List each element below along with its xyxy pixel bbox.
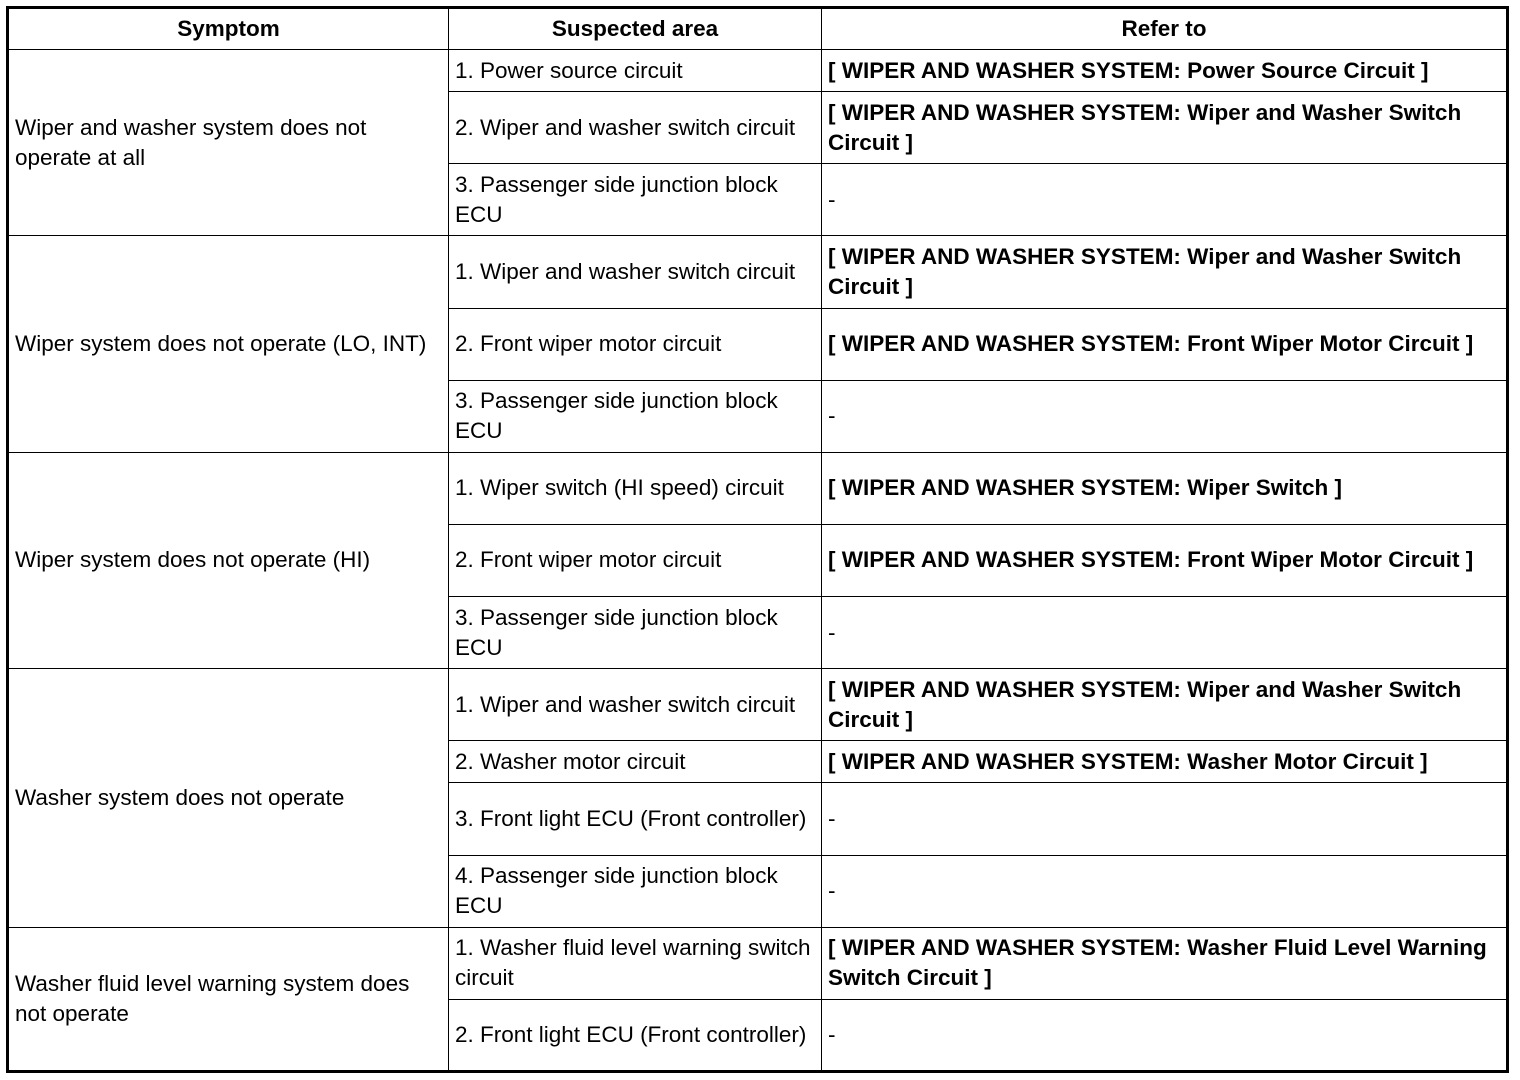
refer-to-cell: - <box>822 855 1508 927</box>
symptom-cell: Washer system does not operate <box>8 669 449 928</box>
table-row <box>8 452 1508 524</box>
suspected-area-cell: 1. Wiper and washer switch circuit <box>449 669 822 741</box>
suspected-area-cell: 2. Front wiper motor circuit <box>449 308 822 380</box>
table-row <box>8 669 1508 741</box>
header-refer-to: Refer to <box>822 8 1508 50</box>
suspected-area-cell: 2. Front light ECU (Front controller) <box>449 999 822 1071</box>
suspected-area-cell: 2. Front wiper motor circuit <box>449 524 822 596</box>
table-row <box>8 50 1508 92</box>
refer-to-link[interactable]: [ WIPER AND WASHER SYSTEM: Wiper Switch ] <box>822 452 1508 524</box>
suspected-area-cell: 3. Passenger side junction block ECU <box>449 597 822 669</box>
suspected-area-cell: 2. Wiper and washer switch circuit <box>449 92 822 164</box>
suspected-area-cell: 3. Front light ECU (Front controller) <box>449 783 822 855</box>
document-page <box>6 6 1506 1073</box>
symptom-cell: Wiper and washer system does not operate at all <box>8 50 449 236</box>
refer-to-cell: - <box>822 164 1508 236</box>
header-suspected-area: Suspected area <box>449 8 822 50</box>
suspected-area-cell: 1. Wiper switch (HI speed) circuit <box>449 452 822 524</box>
suspected-area-cell: 4. Passenger side junction block ECU <box>449 855 822 927</box>
suspected-area-cell: 2. Washer motor circuit <box>449 741 822 783</box>
problem-symptoms-table <box>6 6 1509 1073</box>
symptom-cell: Wiper system does not operate (LO, INT) <box>8 236 449 452</box>
table-row <box>8 236 1508 308</box>
header-symptom: Symptom <box>8 8 449 50</box>
suspected-area-cell: 3. Passenger side junction block ECU <box>449 380 822 452</box>
refer-to-cell: - <box>822 783 1508 855</box>
refer-to-cell: - <box>822 999 1508 1071</box>
refer-to-link[interactable]: [ WIPER AND WASHER SYSTEM: Wiper and Washer Switch Circuit ] <box>822 92 1508 164</box>
refer-to-cell: - <box>822 597 1508 669</box>
symptom-cell: Washer fluid level warning system does not operate <box>8 927 449 1071</box>
suspected-area-cell: 1. Power source circuit <box>449 50 822 92</box>
refer-to-link[interactable]: [ WIPER AND WASHER SYSTEM: Washer Motor Circuit ] <box>822 741 1508 783</box>
table-body <box>8 50 1508 1072</box>
refer-to-link[interactable]: [ WIPER AND WASHER SYSTEM: Wiper and Washer Switch Circuit ] <box>822 236 1508 308</box>
suspected-area-cell: 1. Washer fluid level warning switch circuit <box>449 927 822 999</box>
suspected-area-cell: 3. Passenger side junction block ECU <box>449 164 822 236</box>
refer-to-link[interactable]: [ WIPER AND WASHER SYSTEM: Front Wiper Motor Circuit ] <box>822 524 1508 596</box>
refer-to-link[interactable]: [ WIPER AND WASHER SYSTEM: Front Wiper Motor Circuit ] <box>822 308 1508 380</box>
refer-to-link[interactable]: [ WIPER AND WASHER SYSTEM: Power Source Circuit ] <box>822 50 1508 92</box>
refer-to-cell: - <box>822 380 1508 452</box>
header-row <box>8 8 1508 50</box>
suspected-area-cell: 1. Wiper and washer switch circuit <box>449 236 822 308</box>
refer-to-link[interactable]: [ WIPER AND WASHER SYSTEM: Wiper and Washer Switch Circuit ] <box>822 669 1508 741</box>
symptom-cell: Wiper system does not operate (HI) <box>8 452 449 668</box>
refer-to-link[interactable]: [ WIPER AND WASHER SYSTEM: Washer Fluid Level Warning Switch Circuit ] <box>822 927 1508 999</box>
table-row <box>8 927 1508 999</box>
